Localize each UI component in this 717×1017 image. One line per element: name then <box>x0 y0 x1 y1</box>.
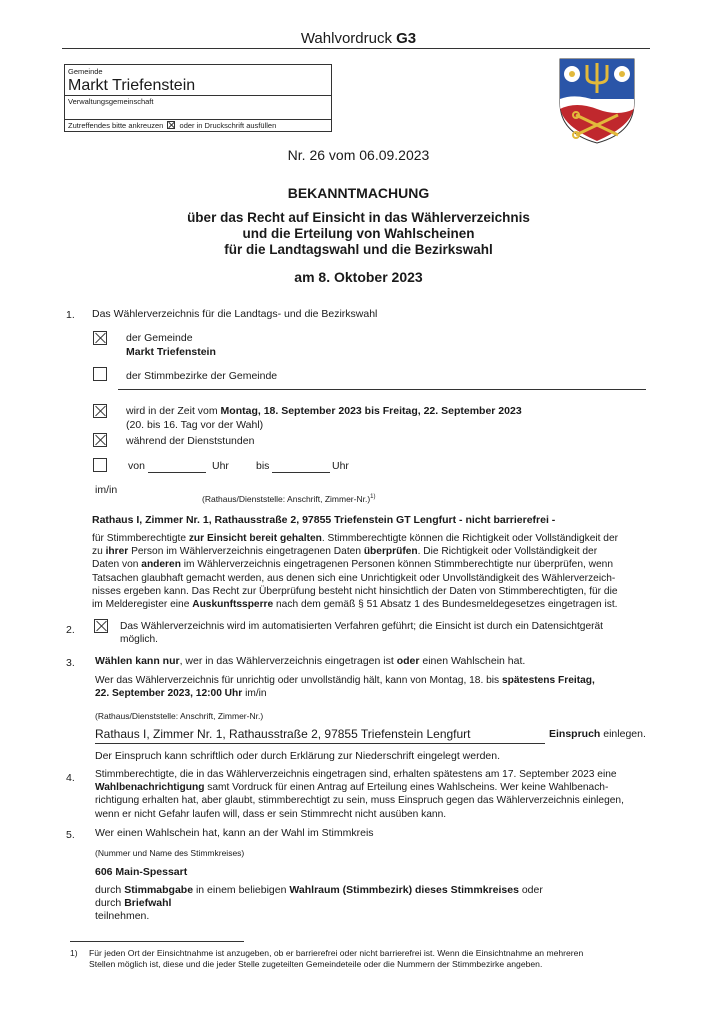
section5-line: Wer einen Wahlschein hat, kann an der Wahl im Stimmkreis <box>95 827 374 839</box>
option-gemeinde-name: Markt Triefenstein <box>126 346 216 358</box>
section-number: 1. <box>66 309 75 321</box>
para-line: für Stimmberechtigte zur Einsicht bereit gehalten. Stimmberechtigte können die Richtigkeit oder Vollständigkeit der <box>92 533 619 544</box>
nr-line: Nr. 26 vom 06.09.2023 <box>287 147 430 163</box>
para-line: nisses ergeben kann. Das Recht zur Überprüfung besteht nicht hinsichtlich der Daten von Stimmberechtigten, für die <box>92 585 618 597</box>
stimmkreis-caption: (Nummer und Name des Stimmkreises) <box>95 848 245 858</box>
checkbox-automatisiert[interactable] <box>94 619 108 633</box>
ort-caption: (Rathaus/Dienststelle: Anschrift, Zimmer-Nr.) <box>95 711 264 721</box>
von-label: von <box>128 460 145 472</box>
checkbox-zeitraum[interactable] <box>93 404 107 418</box>
gemeinde-box <box>64 64 332 132</box>
imin-label: im/in <box>95 484 118 496</box>
checkbox-gemeinde[interactable] <box>93 331 107 345</box>
section2-text <box>120 620 650 646</box>
footnote-line: Stellen möglich ist, diese und die jeder Stelle zugeteilten Gemeindeteile oder die Nummern der Stimmbezirke angeben. <box>89 959 543 969</box>
election-date: am 8. Oktober 2023 <box>294 269 423 285</box>
einspruch-einlegen: Einspruch einlegen. <box>549 728 646 740</box>
section5-briefwahl: durch Briefwahl <box>95 897 172 909</box>
para-line: im Melderegister eine Auskunftssperre nach dem gemäß § 51 Absatz 1 des Bundesmeldegesetzes eingetragen ist. <box>92 599 618 611</box>
zeitraum-range: Montag, 18. September 2023 bis Freitag, 22. September 2023 <box>220 405 522 417</box>
form-code: G3 <box>396 30 417 47</box>
gemeinde-name: Markt Triefenstein <box>68 77 196 94</box>
para-line: Wer das Wählerverzeichnis für unrichtig oder unvollständig hält, kann von Montag, 18. bis spätestens Freitag, <box>95 675 595 686</box>
zeitraum-prefix: wird in der Zeit vom <box>126 405 218 417</box>
option-stimmbezirke-label: der Stimmbezirke der Gemeinde <box>126 370 278 382</box>
para-line: Tatsachen glaubhaft gemacht werden, aus denen sich eine Unrichtigkeit oder Unvollständigkeit des Wählerverzeich- <box>92 572 616 584</box>
coat-of-arms-icon <box>556 55 638 145</box>
para-line: 22. September 2023, 12:00 Uhr im/in <box>95 688 267 700</box>
checkbox-uhrzeit[interactable] <box>93 458 107 472</box>
para-line: wenn er nicht Gefahr laufen will, dass er sein Stimmrecht nicht ausüben kann. <box>95 808 447 820</box>
para-line: richtigung erhalten hat, aber glaubt, stimmberechtigt zu sein, muss Einspruch gegen das Wählerverzeichnis einlegen, <box>95 795 624 807</box>
uhr-label: Uhr <box>332 460 349 472</box>
subheading-line: und die Erteilung von Wahlscheinen <box>242 226 475 241</box>
option-gemeinde-label: der Gemeinde <box>126 332 193 344</box>
ort-caption-text: (Rathaus/Dienststelle: Anschrift, Zimmer-Nr.) <box>202 494 371 504</box>
page-title: BEKANNTMACHUNG <box>287 185 430 201</box>
ort-value: Rathaus I, Zimmer Nr. 1, Rathausstraße 2, 97855 Triefenstein GT Lengfurt - nicht barrierefrei - <box>92 514 556 526</box>
footnote-text <box>89 948 659 970</box>
title-rule <box>62 48 650 49</box>
footnote-rule <box>70 941 244 942</box>
para-line: Wahlbenachrichtigung samt Vordruck für einen Antrag auf Erteilung eines Wahlscheins. Wer keine Wahlbenach- <box>95 782 609 794</box>
verwaltung-label: Verwaltungsgemeinschaft <box>68 97 154 106</box>
checkbox-sample-icon <box>167 121 175 129</box>
checkbox-dienststunden[interactable] <box>93 433 107 447</box>
para-line: zu ihrer Person im Wählerverzeichnis eingetragenen Daten überprüfen. Die Richtigkeit oder Vollständigkeit der <box>92 546 598 558</box>
einspruch-note: Der Einspruch kann schriftlich oder durch Erklärung zur Niederschrift eingelegt werden. <box>95 750 501 762</box>
para-line: Stimmberechtigte, die in das Wählerverzeichnis eingetragen sind, erhalten spätestens am 17. September 2023 eine <box>95 769 617 780</box>
footnote-mark: 1) <box>70 948 78 958</box>
hint-suffix: oder in Druckschrift ausfüllen <box>179 121 277 130</box>
divider <box>65 95 331 96</box>
section1-intro: Das Wählerverzeichnis für die Landtags- und die Bezirkswahl <box>92 308 378 320</box>
von-field[interactable] <box>148 472 206 473</box>
einspruch-ort: Rathaus I, Zimmer Nr. 1, Rathausstraße 2, 97855 Triefenstein Lengfurt <box>95 727 545 744</box>
bis-label: bis <box>256 460 270 472</box>
section3-lead: Wählen kann nur, wer in das Wählerverzeichnis eingetragen ist oder einen Wahlschein hat. <box>95 655 526 667</box>
form-title <box>0 30 717 49</box>
stimmkreis-value: 606 Main-Spessart <box>95 866 188 878</box>
form-title-label: Wahlvordruck <box>300 30 392 47</box>
option-zeitraum <box>126 405 522 418</box>
uhr-label: Uhr <box>212 460 229 472</box>
section5-end: teilnehmen. <box>95 910 150 922</box>
subheading-line: über das Recht auf Einsicht in das Wählerverzeichnis <box>187 210 530 225</box>
hint-prefix: Zutreffendes bitte ankreuzen <box>68 121 164 130</box>
para-line: Daten von anderen im Wählerverzeichnis eingetragenen Personen können Stimmberechtigte nur überprüfen, wenn <box>92 559 614 571</box>
gemeinde-label: Gemeinde <box>68 67 103 76</box>
fill-hint <box>68 121 276 130</box>
fill-line <box>118 389 646 390</box>
bis-field[interactable] <box>272 472 330 473</box>
checkbox-stimmbezirke[interactable] <box>93 367 107 381</box>
section-number: 5. <box>66 829 75 841</box>
subheading <box>0 210 717 258</box>
section-number: 3. <box>66 657 75 669</box>
section1-paragraph <box>92 532 648 611</box>
section3-einspruch <box>95 674 651 700</box>
section-number: 4. <box>66 772 75 784</box>
subheading-line: für die Landtagswahl und die Bezirkswahl <box>224 242 493 257</box>
para-line: Das Wählerverzeichnis wird im automatisierten Verfahren geführt; die Einsicht ist durch ein Datensichtgerät <box>120 621 603 632</box>
ort-caption <box>202 494 376 505</box>
section5-stimmabgabe: durch Stimmabgabe in einem beliebigen Wahlraum (Stimmbezirk) dieses Stimmkreises oder <box>95 884 543 896</box>
option-dienststunden: während der Dienststunden <box>126 435 255 447</box>
footnote-mark: 1) <box>370 494 376 501</box>
zeitraum-note: (20. bis 16. Tag vor der Wahl) <box>126 419 264 431</box>
section-number: 2. <box>66 624 75 636</box>
divider <box>65 119 331 120</box>
para-line: möglich. <box>120 634 158 646</box>
section4-text <box>95 768 651 821</box>
footnote-line: Für jeden Ort der Einsichtnahme ist anzugeben, ob er barrierefrei oder nicht barrierefrei ist. Wenn die Einsichtnahme an mehreren <box>89 948 584 958</box>
